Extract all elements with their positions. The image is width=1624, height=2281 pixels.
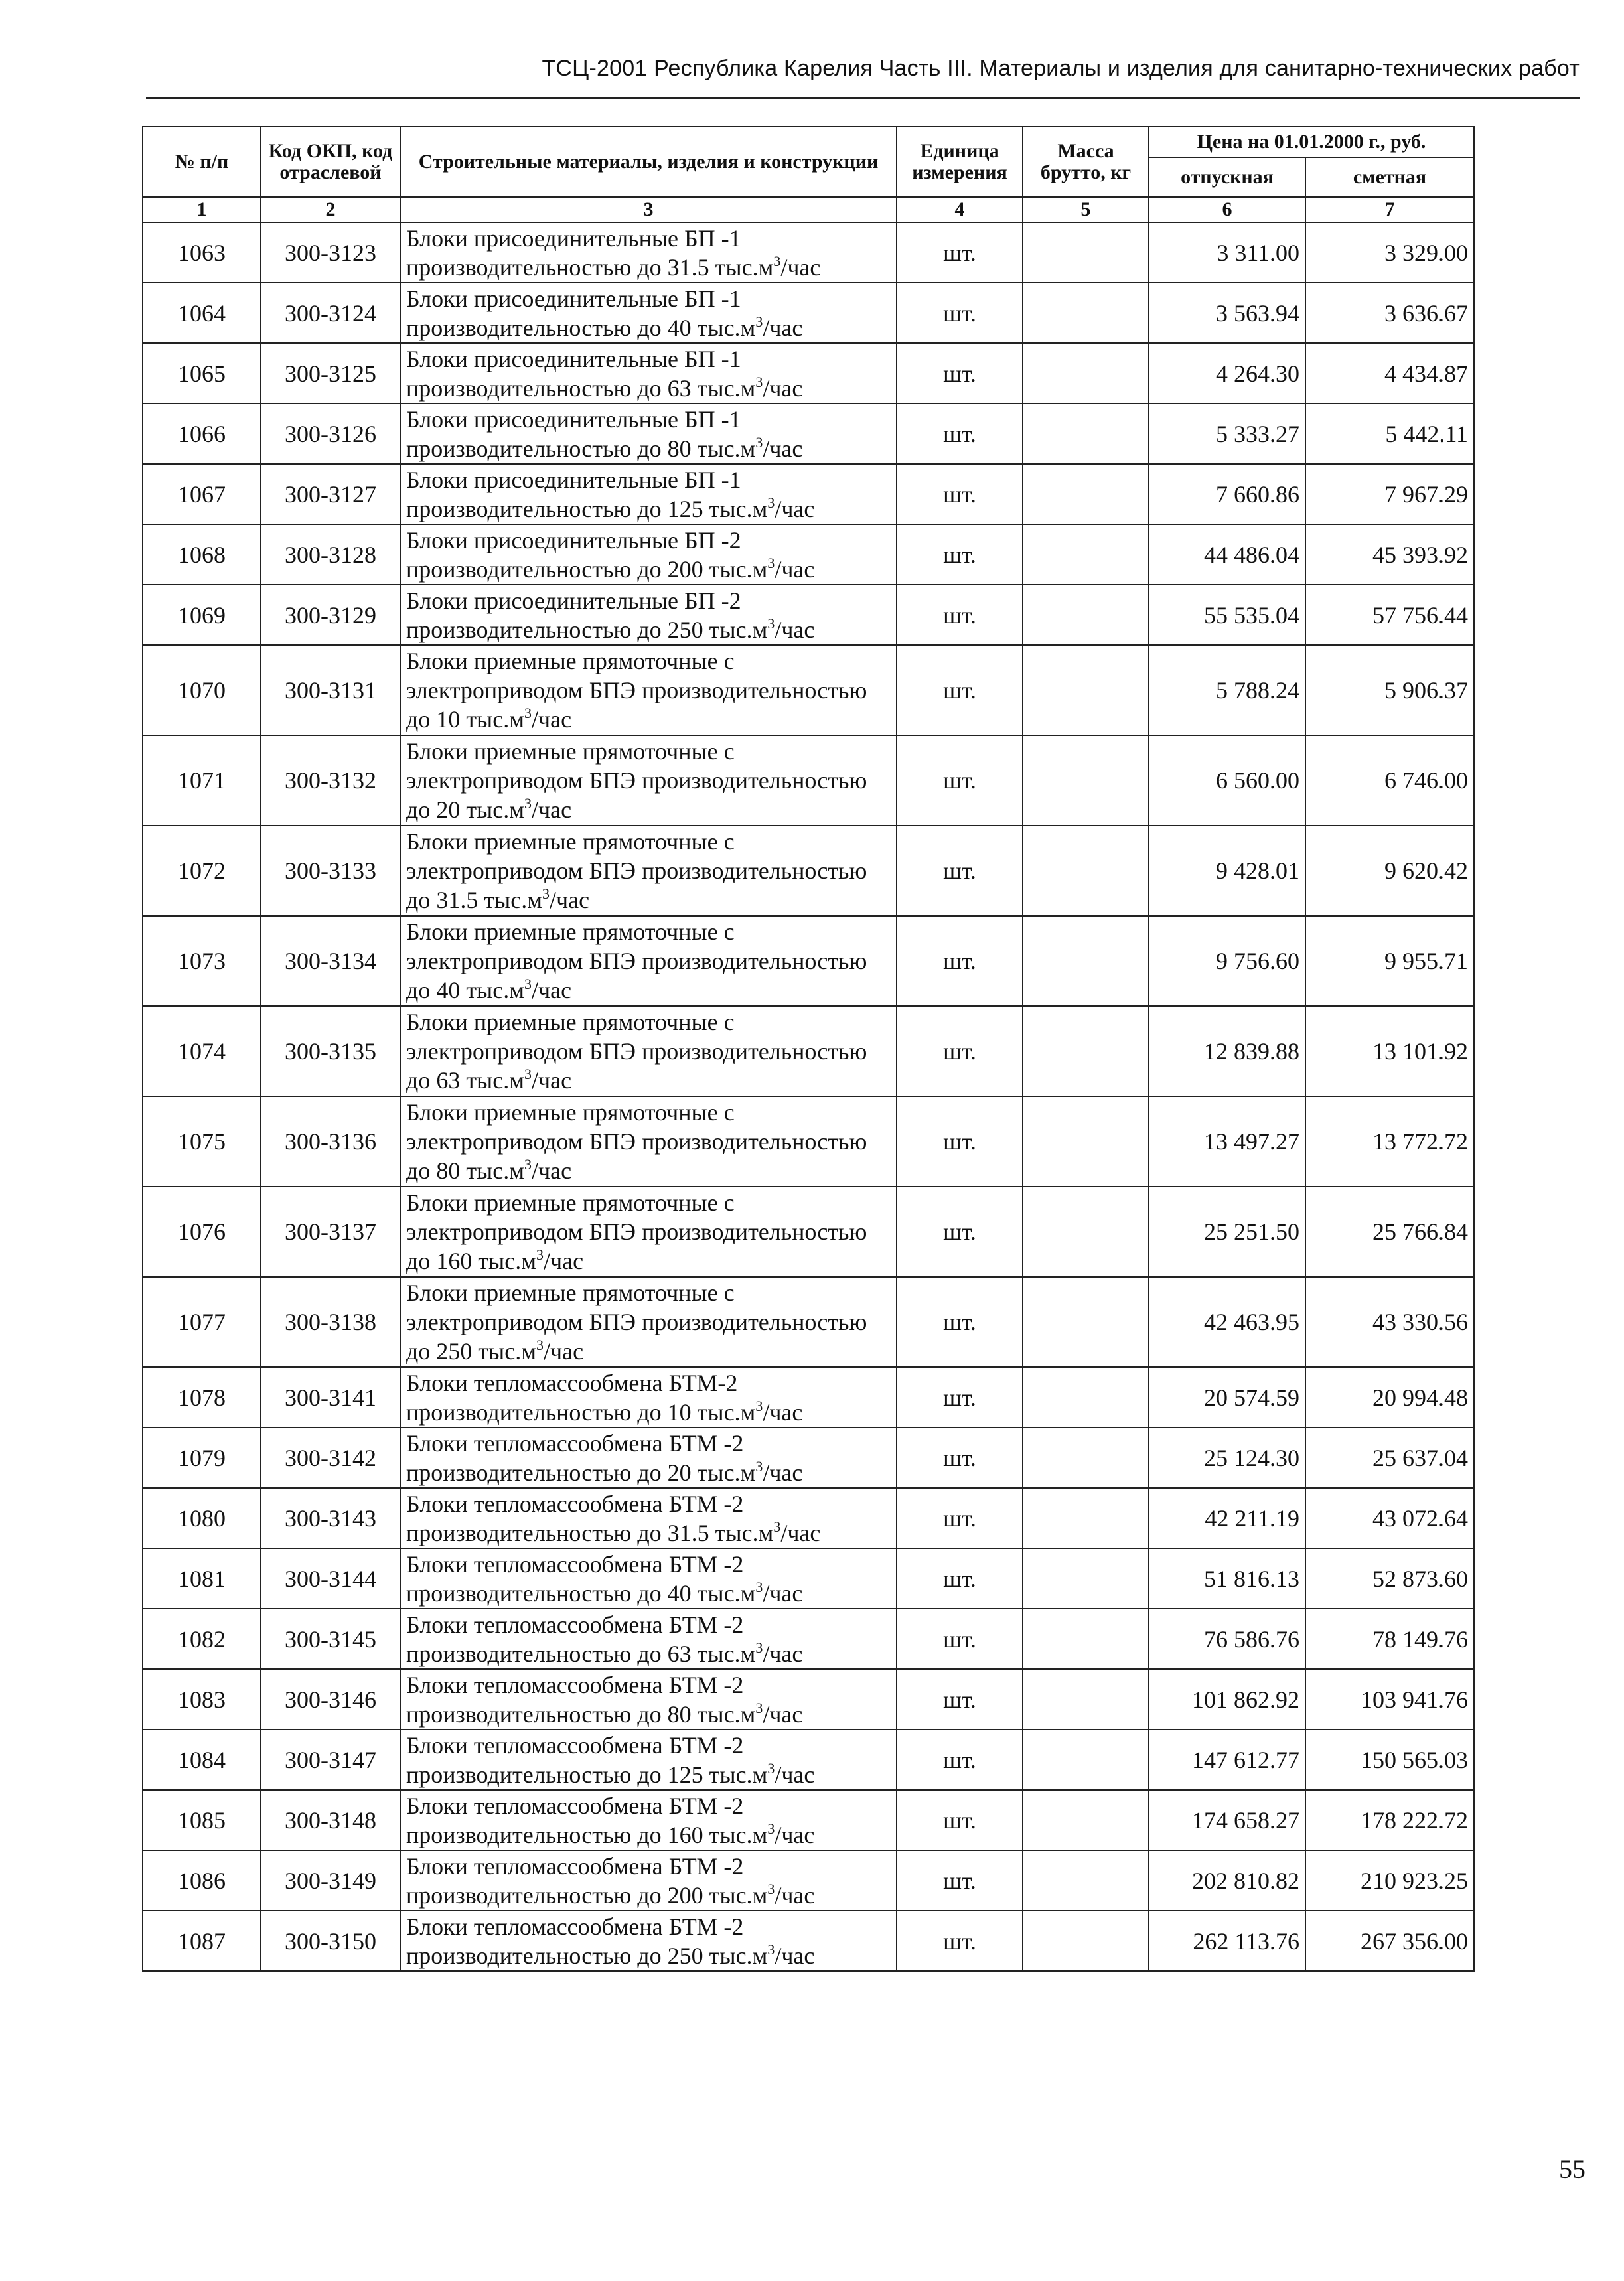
material-name-cell: [400, 1609, 897, 1669]
column-number: 7: [1305, 197, 1474, 222]
material-name-cell: [400, 1187, 897, 1277]
mass-cell: [1023, 1006, 1149, 1096]
column-number-row: [143, 197, 1474, 222]
material-name-text: Блоки тепломассообмена БТМ -2 производительностью до 80 тыс.м: [406, 1671, 756, 1728]
unit-cell: шт.: [897, 1096, 1023, 1187]
table-row: [143, 464, 1474, 524]
release-price-cell: 3 563.94: [1149, 283, 1305, 343]
row-number-cell: 1072: [143, 826, 261, 916]
row-number-cell: 1076: [143, 1187, 261, 1277]
mass-cell: [1023, 222, 1149, 283]
material-name-cell: [400, 464, 897, 524]
estimate-price-cell: 9 955.71: [1305, 916, 1474, 1006]
material-name-suffix: /час: [544, 1338, 584, 1364]
estimate-price-cell: 267 356.00: [1305, 1911, 1474, 1971]
material-name-suffix: /час: [763, 374, 803, 402]
material-name-suffix: /час: [763, 314, 803, 341]
material-name-text: Блоки тепломассообмена БТМ -2 производительностью до 20 тыс.м: [406, 1430, 756, 1486]
okp-code-cell: 300-3125: [261, 343, 400, 404]
okp-code-cell: 300-3124: [261, 283, 400, 343]
estimate-price-cell: 13 101.92: [1305, 1006, 1474, 1096]
release-price-cell: 42 463.95: [1149, 1277, 1305, 1367]
material-name-text: Блоки приемные прямоточные с электроприводом БПЭ производительностью до 20 тыс.м: [406, 738, 867, 823]
column-number: 2: [261, 197, 400, 222]
material-name-text: Блоки тепломассообмена БТМ -2 производительностью до 250 тыс.м: [406, 1913, 768, 1969]
unit-exponent: 3: [524, 705, 532, 721]
material-name-text: Блоки тепломассообмена БТМ -2 производительностью до 160 тыс.м: [406, 1792, 768, 1848]
estimate-price-cell: 6 746.00: [1305, 735, 1474, 826]
unit-cell: шт.: [897, 343, 1023, 404]
unit-exponent: 3: [755, 1397, 763, 1414]
material-name-cell: [400, 1277, 897, 1367]
unit-cell: шт.: [897, 735, 1023, 826]
release-price-cell: 262 113.76: [1149, 1911, 1305, 1971]
row-number-cell: 1080: [143, 1488, 261, 1548]
unit-exponent: 3: [767, 494, 775, 511]
estimate-price-cell: 45 393.92: [1305, 524, 1474, 585]
material-name-suffix: /час: [550, 887, 590, 913]
okp-code-cell: 300-3143: [261, 1488, 400, 1548]
row-number-cell: 1073: [143, 916, 261, 1006]
material-name-suffix: /час: [532, 1067, 572, 1094]
release-price-cell: 202 810.82: [1149, 1850, 1305, 1911]
material-name-text: Блоки тепломассообмена БТМ -2 производительностью до 200 тыс.м: [406, 1852, 768, 1909]
material-name-text: Блоки приемные прямоточные с электроприводом БПЭ производительностью до 10 тыс.м: [406, 648, 867, 733]
unit-cell: шт.: [897, 1488, 1023, 1548]
table-row: [143, 1277, 1474, 1367]
material-name-cell: [400, 1911, 897, 1971]
table-row: [143, 1428, 1474, 1488]
estimate-price-cell: 78 149.76: [1305, 1609, 1474, 1669]
table-row: [143, 1006, 1474, 1096]
mass-cell: [1023, 1277, 1149, 1367]
table-row: [143, 1367, 1474, 1428]
row-number-cell: 1079: [143, 1428, 261, 1488]
okp-code-cell: 300-3135: [261, 1006, 400, 1096]
table-row: [143, 222, 1474, 283]
row-number-cell: 1075: [143, 1096, 261, 1187]
estimate-price-cell: 9 620.42: [1305, 826, 1474, 916]
material-name-text: Блоки присоединительные БП -1 производительностью до 40 тыс.м: [406, 285, 756, 341]
unit-cell: шт.: [897, 1006, 1023, 1096]
row-number-cell: 1071: [143, 735, 261, 826]
estimate-price-cell: 52 873.60: [1305, 1548, 1474, 1609]
table-row: [143, 1187, 1474, 1277]
estimate-price-cell: 43 072.64: [1305, 1488, 1474, 1548]
row-number-cell: 1087: [143, 1911, 261, 1971]
material-name-suffix: /час: [532, 796, 572, 823]
table-row: [143, 404, 1474, 464]
row-number-cell: 1083: [143, 1669, 261, 1729]
material-name-suffix: /час: [780, 254, 821, 281]
material-name-suffix: /час: [532, 706, 572, 733]
unit-exponent: 3: [755, 373, 763, 390]
material-name-text: Блоки приемные прямоточные с электроприводом БПЭ производительностью до 63 тыс.м: [406, 1009, 867, 1094]
header-row: [143, 127, 1474, 157]
material-name-cell: [400, 1006, 897, 1096]
release-price-cell: 9 428.01: [1149, 826, 1305, 916]
material-name-text: Блоки тепломассообмена БТМ -2 производительностью до 40 тыс.м: [406, 1550, 756, 1607]
estimate-price-cell: 43 330.56: [1305, 1277, 1474, 1367]
row-number-cell: 1078: [143, 1367, 261, 1428]
estimate-price-cell: 3 636.67: [1305, 283, 1474, 343]
mass-cell: [1023, 1367, 1149, 1428]
estimate-price-cell: 103 941.76: [1305, 1669, 1474, 1729]
material-name-suffix: /час: [775, 495, 815, 522]
row-number-cell: 1063: [143, 222, 261, 283]
unit-cell: шт.: [897, 916, 1023, 1006]
column-number: 4: [897, 197, 1023, 222]
unit-cell: шт.: [897, 1277, 1023, 1367]
unit-cell: шт.: [897, 1911, 1023, 1971]
material-name-text: Блоки приемные прямоточные с электроприводом БПЭ производительностью до 31.5 тыс.м: [406, 828, 867, 913]
material-name-text: Блоки тепломассообмена БТМ -2 производительностью до 31.5 тыс.м: [406, 1490, 774, 1546]
price-table: [142, 126, 1475, 1972]
mass-cell: [1023, 1790, 1149, 1850]
release-price-cell: 101 862.92: [1149, 1669, 1305, 1729]
row-number-cell: 1085: [143, 1790, 261, 1850]
column-number: 6: [1149, 197, 1305, 222]
material-name-text: Блоки присоединительные БП -2 производительностью до 250 тыс.м: [406, 587, 768, 643]
row-number-cell: 1084: [143, 1729, 261, 1790]
table-row: [143, 283, 1474, 343]
mass-cell: [1023, 1850, 1149, 1911]
estimate-price-cell: 20 994.48: [1305, 1367, 1474, 1428]
unit-exponent: 3: [773, 1518, 781, 1535]
release-price-cell: 174 658.27: [1149, 1790, 1305, 1850]
material-name-suffix: /час: [780, 1519, 821, 1546]
material-name-cell: [400, 645, 897, 735]
material-name-text: Блоки присоединительные БП -1 производительностью до 31.5 тыс.м: [406, 224, 774, 281]
material-name-text: Блоки присоединительные БП -1 производительностью до 63 тыс.м: [406, 345, 756, 402]
row-number-cell: 1086: [143, 1850, 261, 1911]
material-name-text: Блоки тепломассообмена БТМ -2 производительностью до 63 тыс.м: [406, 1611, 756, 1667]
material-name-cell: [400, 826, 897, 916]
mass-cell: [1023, 916, 1149, 1006]
material-name-suffix: /час: [763, 1580, 803, 1607]
okp-code-cell: 300-3127: [261, 464, 400, 524]
material-name-text: Блоки приемные прямоточные с электроприводом БПЭ производительностью до 250 тыс.м: [406, 1280, 867, 1364]
material-name-suffix: /час: [763, 1640, 803, 1667]
okp-code-cell: 300-3142: [261, 1428, 400, 1488]
estimate-price-cell: 210 923.25: [1305, 1850, 1474, 1911]
unit-exponent: 3: [767, 1880, 775, 1897]
row-number-cell: 1065: [143, 343, 261, 404]
okp-code-cell: 300-3137: [261, 1187, 400, 1277]
material-name-cell: [400, 585, 897, 645]
unit-exponent: 3: [755, 313, 763, 330]
unit-exponent: 3: [767, 1820, 775, 1837]
estimate-price-cell: 25 766.84: [1305, 1187, 1474, 1277]
material-name-suffix: /час: [775, 1942, 815, 1969]
release-price-cell: 147 612.77: [1149, 1729, 1305, 1790]
material-name-suffix: /час: [763, 1398, 803, 1426]
header-rule: [146, 97, 1580, 99]
table-header: [143, 127, 1474, 222]
mass-cell: [1023, 464, 1149, 524]
material-name-cell: [400, 1096, 897, 1187]
unit-exponent: 3: [755, 433, 763, 451]
material-name-cell: [400, 1790, 897, 1850]
column-number: 3: [400, 197, 897, 222]
row-number-cell: 1077: [143, 1277, 261, 1367]
estimate-price-cell: 4 434.87: [1305, 343, 1474, 404]
material-name-text: Блоки приемные прямоточные с электроприводом БПЭ производительностью до 40 тыс.м: [406, 919, 867, 1003]
table-row: [143, 1609, 1474, 1669]
material-name-cell: [400, 222, 897, 283]
row-number-cell: 1069: [143, 585, 261, 645]
material-name-text: Блоки приемные прямоточные с электроприводом БПЭ производительностью до 80 тыс.м: [406, 1099, 867, 1184]
mass-cell: [1023, 1428, 1149, 1488]
table-body: [143, 222, 1474, 1971]
estimate-price-cell: 3 329.00: [1305, 222, 1474, 283]
row-number-cell: 1070: [143, 645, 261, 735]
okp-code-cell: 300-3134: [261, 916, 400, 1006]
unit-exponent: 3: [755, 1699, 763, 1716]
mass-cell: [1023, 585, 1149, 645]
material-name-text: Блоки присоединительные БП -1 производительностью до 80 тыс.м: [406, 405, 756, 462]
release-price-cell: 76 586.76: [1149, 1609, 1305, 1669]
release-price-cell: 20 574.59: [1149, 1367, 1305, 1428]
row-number-cell: 1082: [143, 1609, 261, 1669]
estimate-price-cell: 5 442.11: [1305, 404, 1474, 464]
okp-code-cell: 300-3131: [261, 645, 400, 735]
material-name-cell: [400, 1850, 897, 1911]
estimate-price-cell: 178 222.72: [1305, 1790, 1474, 1850]
okp-code-cell: 300-3132: [261, 735, 400, 826]
page-number: 55: [1559, 2154, 1586, 2184]
table-row: [143, 1911, 1474, 1971]
okp-code-cell: 300-3133: [261, 826, 400, 916]
unit-cell: шт.: [897, 1367, 1023, 1428]
material-name-text: Блоки приемные прямоточные с электроприводом БПЭ производительностью до 160 тыс.м: [406, 1189, 867, 1274]
material-name-cell: [400, 524, 897, 585]
mass-cell: [1023, 1669, 1149, 1729]
okp-code-cell: 300-3148: [261, 1790, 400, 1850]
release-price-cell: 7 660.86: [1149, 464, 1305, 524]
col-price-group-header: Цена на 01.01.2000 г., руб.: [1149, 127, 1474, 157]
material-name-suffix: /час: [775, 1881, 815, 1909]
unit-cell: шт.: [897, 1850, 1023, 1911]
material-name-cell: [400, 1669, 897, 1729]
material-name-suffix: /час: [763, 1459, 803, 1486]
unit-exponent: 3: [773, 252, 781, 269]
okp-code-cell: 300-3138: [261, 1277, 400, 1367]
okp-code-cell: 300-3123: [261, 222, 400, 283]
row-number-cell: 1067: [143, 464, 261, 524]
release-price-cell: 5 333.27: [1149, 404, 1305, 464]
unit-exponent: 3: [542, 885, 550, 902]
material-name-cell: [400, 916, 897, 1006]
material-name-text: Блоки тепломассообмена БТМ -2 производительностью до 125 тыс.м: [406, 1731, 768, 1788]
unit-exponent: 3: [536, 1337, 544, 1353]
release-price-cell: 25 124.30: [1149, 1428, 1305, 1488]
unit-exponent: 3: [524, 1066, 532, 1082]
okp-code-cell: 300-3145: [261, 1609, 400, 1669]
table-row: [143, 1850, 1474, 1911]
unit-exponent: 3: [524, 1156, 532, 1173]
okp-code-cell: 300-3144: [261, 1548, 400, 1609]
mass-cell: [1023, 1096, 1149, 1187]
unit-cell: шт.: [897, 222, 1023, 283]
mass-cell: [1023, 645, 1149, 735]
mass-cell: [1023, 735, 1149, 826]
unit-cell: шт.: [897, 1428, 1023, 1488]
unit-cell: шт.: [897, 1187, 1023, 1277]
table-row: [143, 585, 1474, 645]
table-row: [143, 916, 1474, 1006]
release-price-cell: 12 839.88: [1149, 1006, 1305, 1096]
unit-exponent: 3: [767, 1941, 775, 1958]
unit-cell: шт.: [897, 645, 1023, 735]
material-name-cell: [400, 1548, 897, 1609]
okp-code-cell: 300-3128: [261, 524, 400, 585]
unit-cell: шт.: [897, 1609, 1023, 1669]
mass-cell: [1023, 1548, 1149, 1609]
material-name-cell: [400, 283, 897, 343]
unit-cell: шт.: [897, 826, 1023, 916]
col-unit-header: Единица измерения: [897, 127, 1023, 197]
mass-cell: [1023, 826, 1149, 916]
material-name-text: Блоки присоединительные БП -2 производительностью до 200 тыс.м: [406, 526, 768, 583]
unit-cell: шт.: [897, 1790, 1023, 1850]
mass-cell: [1023, 1488, 1149, 1548]
estimate-price-cell: 5 906.37: [1305, 645, 1474, 735]
okp-code-cell: 300-3146: [261, 1669, 400, 1729]
estimate-price-cell: 25 637.04: [1305, 1428, 1474, 1488]
unit-exponent: 3: [755, 1457, 763, 1475]
col-mass-header: Масса брутто, кг: [1023, 127, 1149, 197]
table-row: [143, 735, 1474, 826]
unit-cell: шт.: [897, 1669, 1023, 1729]
table-row: [143, 826, 1474, 916]
table-row: [143, 645, 1474, 735]
unit-exponent: 3: [536, 1246, 544, 1263]
mass-cell: [1023, 1609, 1149, 1669]
col-num-header: № п/п: [143, 127, 261, 197]
table-row: [143, 524, 1474, 585]
material-name-cell: [400, 343, 897, 404]
unit-cell: шт.: [897, 464, 1023, 524]
table-row: [143, 1790, 1474, 1850]
col-name-header: Строительные материалы, изделия и конструкции: [400, 127, 897, 197]
release-price-cell: 13 497.27: [1149, 1096, 1305, 1187]
unit-exponent: 3: [767, 554, 775, 571]
unit-cell: шт.: [897, 524, 1023, 585]
estimate-price-cell: 7 967.29: [1305, 464, 1474, 524]
table-row: [143, 1488, 1474, 1548]
unit-exponent: 3: [767, 615, 775, 632]
material-name-text: Блоки тепломассообмена БТМ-2 производительностью до 10 тыс.м: [406, 1369, 756, 1426]
row-number-cell: 1074: [143, 1006, 261, 1096]
table-row: [143, 343, 1474, 404]
row-number-cell: 1066: [143, 404, 261, 464]
material-name-suffix: /час: [544, 1248, 584, 1274]
okp-code-cell: 300-3150: [261, 1911, 400, 1971]
okp-code-cell: 300-3149: [261, 1850, 400, 1911]
okp-code-cell: 300-3141: [261, 1367, 400, 1428]
table-row: [143, 1669, 1474, 1729]
mass-cell: [1023, 343, 1149, 404]
release-price-cell: 55 535.04: [1149, 585, 1305, 645]
okp-code-cell: 300-3129: [261, 585, 400, 645]
mass-cell: [1023, 1187, 1149, 1277]
material-name-cell: [400, 404, 897, 464]
table-row: [143, 1096, 1474, 1187]
table-row: [143, 1729, 1474, 1790]
mass-cell: [1023, 404, 1149, 464]
material-name-suffix: /час: [532, 1157, 572, 1184]
okp-code-cell: 300-3136: [261, 1096, 400, 1187]
unit-exponent: 3: [524, 795, 532, 812]
material-name-suffix: /час: [775, 1761, 815, 1788]
unit-cell: шт.: [897, 585, 1023, 645]
running-header: ТСЦ-2001 Республика Карелия Часть III. Материалы и изделия для санитарно-технических работ: [542, 56, 1580, 81]
release-price-cell: 25 251.50: [1149, 1187, 1305, 1277]
col-code-header: Код ОКП, код отраслевой: [261, 127, 400, 197]
material-name-text: Блоки присоединительные БП -1 производительностью до 125 тыс.м: [406, 466, 768, 522]
okp-code-cell: 300-3126: [261, 404, 400, 464]
material-name-suffix: /час: [775, 555, 815, 583]
estimate-price-cell: 57 756.44: [1305, 585, 1474, 645]
unit-exponent: 3: [755, 1639, 763, 1656]
row-number-cell: 1081: [143, 1548, 261, 1609]
column-number: 1: [143, 197, 261, 222]
mass-cell: [1023, 1729, 1149, 1790]
release-price-cell: 6 560.00: [1149, 735, 1305, 826]
estimate-price-cell: 150 565.03: [1305, 1729, 1474, 1790]
unit-cell: шт.: [897, 1729, 1023, 1790]
material-name-cell: [400, 1367, 897, 1428]
unit-exponent: 3: [524, 976, 532, 992]
mass-cell: [1023, 283, 1149, 343]
release-price-cell: 3 311.00: [1149, 222, 1305, 283]
column-number: 5: [1023, 197, 1149, 222]
estimate-price-cell: 13 772.72: [1305, 1096, 1474, 1187]
row-number-cell: 1064: [143, 283, 261, 343]
col-release-price-header: отпускная: [1149, 157, 1305, 197]
release-price-cell: 9 756.60: [1149, 916, 1305, 1006]
release-price-cell: 4 264.30: [1149, 343, 1305, 404]
release-price-cell: 5 788.24: [1149, 645, 1305, 735]
col-estimate-price-header: сметная: [1305, 157, 1474, 197]
unit-cell: шт.: [897, 404, 1023, 464]
mass-cell: [1023, 1911, 1149, 1971]
row-number-cell: 1068: [143, 524, 261, 585]
unit-cell: шт.: [897, 283, 1023, 343]
material-name-suffix: /час: [775, 1821, 815, 1848]
material-name-suffix: /час: [763, 1700, 803, 1728]
material-name-suffix: /час: [763, 435, 803, 462]
material-name-cell: [400, 735, 897, 826]
mass-cell: [1023, 524, 1149, 585]
release-price-cell: 42 211.19: [1149, 1488, 1305, 1548]
material-name-cell: [400, 1428, 897, 1488]
material-name-suffix: /час: [775, 616, 815, 643]
material-name-suffix: /час: [532, 977, 572, 1003]
unit-exponent: 3: [755, 1578, 763, 1595]
release-price-cell: 51 816.13: [1149, 1548, 1305, 1609]
table-row: [143, 1548, 1474, 1609]
material-name-cell: [400, 1488, 897, 1548]
material-name-cell: [400, 1729, 897, 1790]
unit-exponent: 3: [767, 1759, 775, 1777]
okp-code-cell: 300-3147: [261, 1729, 400, 1790]
release-price-cell: 44 486.04: [1149, 524, 1305, 585]
unit-cell: шт.: [897, 1548, 1023, 1609]
